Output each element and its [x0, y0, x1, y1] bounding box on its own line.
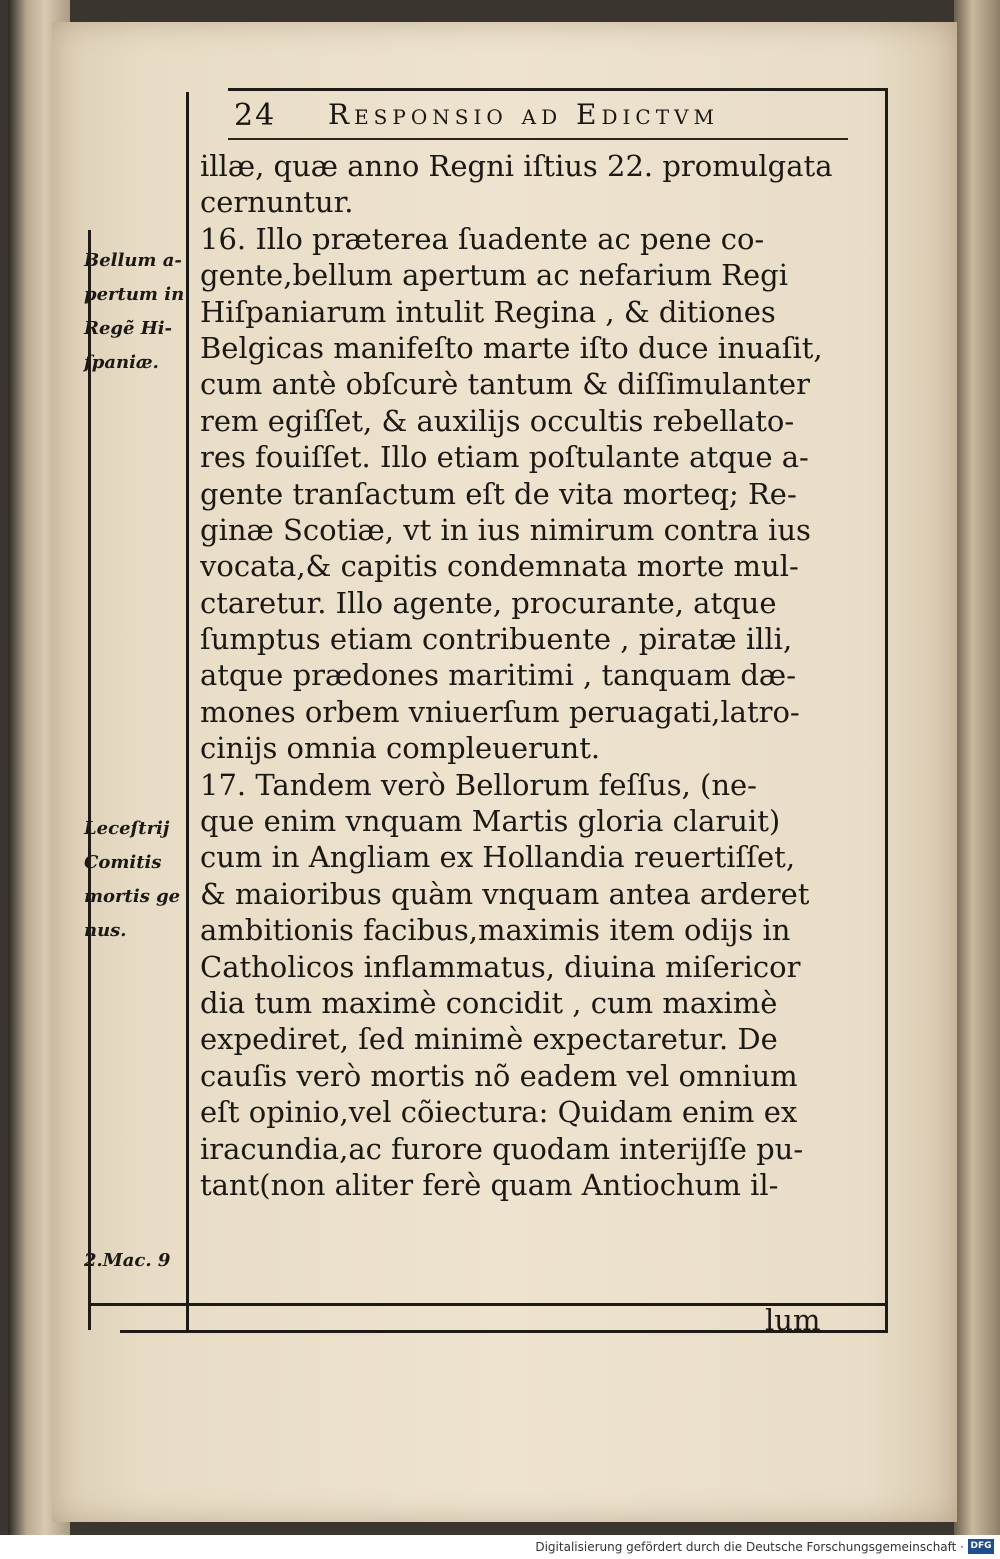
text-line: rem egiſſet, & auxilijs occultis rebellato-: [200, 403, 795, 438]
margin-note-line: Bellum a-: [84, 250, 182, 271]
text-line: res fouiſſet. Illo etiam poſtulante atque a-: [200, 440, 809, 475]
text-line: gente,bellum apertum ac nefarium Regi: [200, 258, 789, 293]
text-line: cauſis verò mortis nõ eadem vel omnium: [200, 1058, 798, 1093]
text-line: Catholicos inflammatus, diuina miſericor: [200, 949, 801, 984]
margin-note-line: pertum in: [84, 284, 185, 305]
running-title: Responsio ad Edictvm: [328, 98, 719, 131]
text-line: atque prædones maritimi , tanquam dæ-: [200, 658, 796, 693]
text-line: Hiſpaniarum intulit Regina , & ditiones: [200, 294, 776, 329]
text-line: vocata,& capitis condemnata morte mul-: [200, 549, 799, 584]
text-line: ginæ Scotiæ, vt in ius nimirum contra ius: [200, 512, 811, 547]
text-line: expediret, ſed minimè expectaretur. De: [200, 1022, 778, 1057]
text-line: ambitionis facibus,maximis item odijs in: [200, 913, 791, 948]
margin-note-line: Leceſtrij: [84, 818, 170, 839]
margin-note: [84, 1244, 184, 1278]
footer-bar: [0, 1535, 1000, 1559]
dfg-logo-icon: DFG: [968, 1539, 994, 1554]
text-line: tant(non aliter ferè quam Antiochum il-: [200, 1167, 779, 1202]
book-spine-edge: [954, 0, 1000, 1535]
margin-note: [84, 812, 184, 948]
margin-note-line: 2.Mac. 9: [84, 1250, 171, 1271]
text-line: & maioribus quàm vnquam antea arderet: [200, 876, 810, 911]
text-line: illæ, quæ anno Regni iſtius 22. promulgata: [200, 149, 833, 183]
body-text: [200, 148, 880, 1203]
text-line: 17. Tandem verò Bellorum feſſus, (ne-: [200, 767, 757, 802]
text-line: iracundia,ac furore quodam interijſſe pu-: [200, 1131, 804, 1166]
text-line: gente tranſactum eſt de vita morteq; Re-: [200, 476, 797, 511]
text-line: dia tum maximè concidit , cum maximè: [200, 985, 778, 1020]
text-line: ſumptus etiam contribuente , piratæ illi,: [200, 622, 793, 657]
margin-note-line: Regẽ Hi-: [84, 318, 173, 339]
text-line: cum antè obſcurè tantum & diſſimulanter: [200, 367, 810, 402]
text-line: 16. Illo præterea ſuadente ac pene co-: [200, 221, 765, 256]
margin-note: [84, 244, 184, 380]
text-line: cum in Angliam ex Hollandia reuertiſſet,: [200, 840, 796, 875]
margin-note-line: ſpaniæ.: [84, 352, 159, 373]
margin-note-line: Comitis: [84, 852, 162, 873]
text-line: Belgicas manifeſto marte iſto duce inuaſit,: [200, 330, 823, 365]
text-line: ctaretur. Illo agente, procurante, atque: [200, 585, 777, 620]
catchword: lum: [765, 1303, 821, 1337]
text-line: cernuntur.: [200, 185, 354, 220]
page-number: 24: [234, 98, 277, 133]
text-line: cinijs omnia compleuerunt.: [200, 731, 601, 766]
margin-note-line: nus.: [84, 920, 127, 941]
margin-note-line: mortis ge: [84, 886, 181, 907]
text-line: eſt opinio,vel cõiectura: Quidam enim ex: [200, 1095, 798, 1130]
funding-credit: Digitalisierung gefördert durch die Deutsche Forschungsgemeinschaft ·: [535, 1540, 964, 1554]
running-header: [228, 94, 878, 138]
text-line: que enim vnquam Martis gloria claruit): [200, 804, 781, 839]
outer-margin-rule: [88, 230, 91, 1330]
text-line: mones orbem vniuerſum peruagati,latro-: [200, 694, 800, 729]
